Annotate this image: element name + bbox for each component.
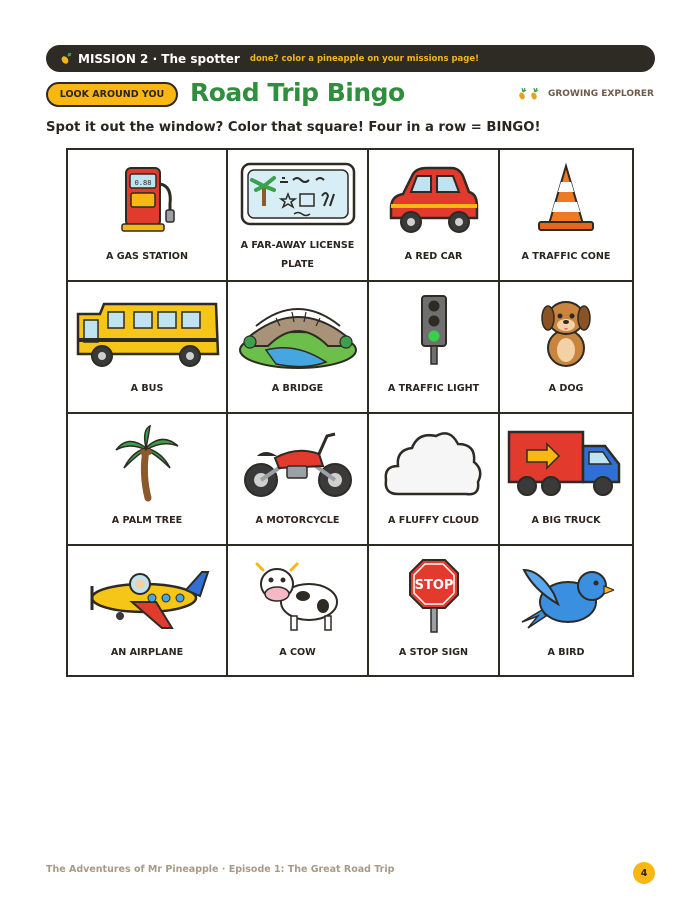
bingo-grid [66, 148, 634, 677]
cell-label: A BIG TRUCK [531, 515, 601, 526]
bingo-cell[interactable] [500, 150, 632, 282]
cell-label: A BIRD [547, 647, 585, 658]
cow-icon [251, 556, 345, 636]
bingo-cell[interactable] [500, 414, 632, 546]
cell-label: AN AIRPLANE [110, 647, 184, 658]
stop-sign-icon [406, 556, 462, 636]
license-plate-icon [238, 160, 358, 230]
svg-text:STOP: STOP [414, 578, 453, 593]
traffic-light-icon [414, 292, 454, 372]
bingo-cell[interactable] [369, 546, 500, 675]
cell-label: A RED CAR [404, 251, 463, 262]
bingo-cell[interactable] [369, 150, 500, 282]
cloud-icon [382, 424, 486, 504]
page-number: 4 [633, 862, 655, 884]
pineapple-icon [518, 88, 528, 100]
cell-label: A TRAFFIC CONE [521, 251, 611, 262]
pineapple-icon [60, 53, 72, 65]
bingo-cell[interactable] [369, 414, 500, 546]
bingo-cell[interactable] [500, 546, 632, 675]
footer-text: The Adventures of Mr Pineapple · Episode 1: The Great Road Trip [46, 864, 395, 875]
motorcycle-icon [239, 424, 357, 504]
cell-label: A TRAFFIC LIGHT [387, 383, 480, 394]
cell-label: A STOP SIGN [398, 647, 469, 658]
cell-label: A DOG [548, 383, 584, 394]
bingo-cell[interactable] [228, 282, 369, 414]
red-car-icon [387, 160, 481, 238]
svg-text:0.88: 0.88 [134, 179, 152, 187]
bus-icon [72, 292, 222, 372]
mission-note: done? color a pineapple on your missions page! [249, 53, 480, 64]
airplane-icon [80, 556, 214, 636]
cell-label: A COW [279, 647, 316, 658]
traffic-cone-icon [531, 160, 601, 238]
bird-icon [518, 556, 614, 636]
cell-label: A PALM TREE [111, 515, 183, 526]
instructions: Spot it out the window? Color that square! Four in a row = BINGO! [46, 120, 541, 135]
mission-title: MISSION 2 · The spotter [78, 51, 240, 66]
level-label: GROWING EXPLORER [547, 89, 654, 99]
cell-label: A BUS [130, 383, 164, 394]
bridge-icon [236, 292, 360, 372]
bingo-cell[interactable] [500, 282, 632, 414]
bingo-cell[interactable] [228, 546, 369, 675]
bingo-cell[interactable] [68, 546, 228, 675]
bingo-cell[interactable] [68, 282, 228, 414]
dog-icon [531, 292, 601, 372]
page-title: Road Trip Bingo [190, 78, 405, 107]
bingo-cell[interactable] [228, 150, 369, 282]
bingo-cell[interactable] [68, 150, 228, 282]
cell-label: A GAS STATION [105, 251, 188, 262]
pineapple-icon [530, 88, 540, 100]
mission-bar [46, 45, 655, 72]
truck-icon [505, 424, 627, 504]
cell-label: A BRIDGE [271, 383, 324, 394]
bingo-cell[interactable] [68, 414, 228, 546]
bingo-cell[interactable] [228, 414, 369, 546]
palm-tree-icon [112, 424, 182, 504]
cell-label: A MOTORCYCLE [255, 515, 340, 526]
bingo-cell[interactable] [369, 282, 500, 414]
gas-station-icon [112, 160, 182, 235]
cell-label: A FAR-AWAY LICENSE PLATE [240, 240, 355, 270]
cell-label: A FLUFFY CLOUD [388, 515, 479, 526]
section-pill: LOOK AROUND YOU [46, 82, 178, 107]
level-badge [516, 88, 654, 100]
